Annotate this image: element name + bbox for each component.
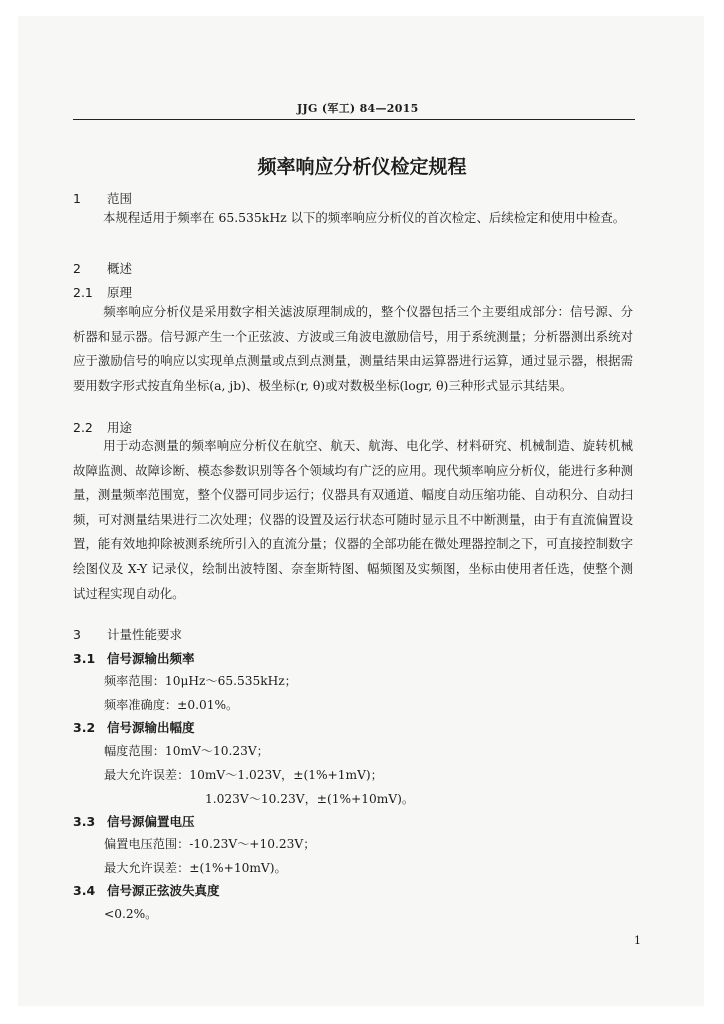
offset-error-line: 最大允许误差：±(1%+10mV)。 <box>104 861 287 875</box>
section-title: 用途 <box>107 420 133 435</box>
section-number: 3.4 <box>73 883 96 898</box>
distortion-line: <0.2%。 <box>104 907 158 921</box>
section-3-1-heading <box>73 651 195 667</box>
section-2-heading <box>73 261 132 277</box>
section-2-1-paragraph: 频率响应分析仪是采用数字相关滤波原理制成的，整个仪器包括三个主要组成部分：信号源、分析器和显示器。信号源产生一个正弦波、方波或三角波电激励信号，用于系统测量；分析器测出系统对应于激励信号的响应以实现单点测量或点到点测量，测量结果由运算器进行运算，通过显示器，根据需要用数字形式按直角坐标(a, jb)、极坐标(r, θ)或对数极坐标(logr, θ)三种形式显示其结果。 <box>73 304 633 393</box>
amplitude-error-line-2: 1.023V～10.23V，±(1%+10mV)。 <box>205 792 415 806</box>
section-number: 3.1 <box>73 651 96 666</box>
section-3-heading <box>73 627 182 643</box>
section-number: 1 <box>73 191 81 206</box>
section-2-1-heading <box>73 285 132 301</box>
section-title: 原理 <box>107 285 133 300</box>
section-title: 计量性能要求 <box>107 627 183 642</box>
section-3-3-heading <box>73 814 195 830</box>
section-title: 信号源正弦波失真度 <box>107 883 220 898</box>
document-title: 频率响应分析仪检定规程 <box>257 156 467 178</box>
section-1-paragraph: 本规程适用于频率在 65.535kHz 以下的频率响应分析仪的首次检定、后续检定和使用中检查。 <box>103 210 626 225</box>
section-number: 3.3 <box>73 814 96 829</box>
section-3-4-heading <box>73 883 220 899</box>
frequency-range-line: 频率范围：10μHz～65.535kHz； <box>104 674 297 688</box>
section-2-2-paragraph: 用于动态测量的频率响应分析仪在航空、航天、航海、电化学、材料研究、机械制造、旋转机械故障监测、故障诊断、模态参数识别等各个领域均有广泛的应用。现代频率响应分析仪，能进行多种测量，测量频率范围宽，整个仪器可同步运行；仪器具有双通道、幅度自动压缩功能、自动积分、自动扫频，可对测量结果进行二次处理；仪器的设置及运行状态可随时显示且不中断测量，由于有直流偏置设置，能有效地抑除被测系统所引入的直流分量；仪器的全部功能在微处理器控制之下，可直接控制数字绘图仪及 X-Y 记录仪，绘制出波特图、奈奎斯特图、幅频图及实频图，坐标由使用者任选，使整个测试过程实现自动化。 <box>73 438 633 601</box>
page-number: 1 <box>634 934 641 947</box>
header-rule <box>73 119 635 120</box>
section-title: 信号源输出幅度 <box>107 720 195 735</box>
section-title: 信号源输出频率 <box>107 651 195 666</box>
section-number: 2 <box>73 261 81 276</box>
page-header: JJG (军工) 84—2015 <box>297 102 419 115</box>
section-title: 范围 <box>107 191 133 206</box>
section-3-2-heading <box>73 720 195 736</box>
section-title: 信号源偏置电压 <box>107 814 195 829</box>
amplitude-error-line-1: 最大允许误差：10mV～1.023V，±(1%+1mV)； <box>104 768 383 782</box>
offset-range-line: 偏置电压范围：-10.23V～+10.23V； <box>104 837 316 851</box>
frequency-accuracy-line: 频率准确度：±0.01%。 <box>104 698 239 712</box>
section-number: 3.2 <box>73 720 96 735</box>
section-number: 2.2 <box>73 420 93 435</box>
section-1-heading <box>73 191 132 207</box>
amplitude-range-line: 幅度范围：10mV～10.23V； <box>104 744 269 758</box>
section-title: 概述 <box>107 261 133 276</box>
section-number: 2.1 <box>73 285 93 300</box>
section-number: 3 <box>73 627 81 642</box>
